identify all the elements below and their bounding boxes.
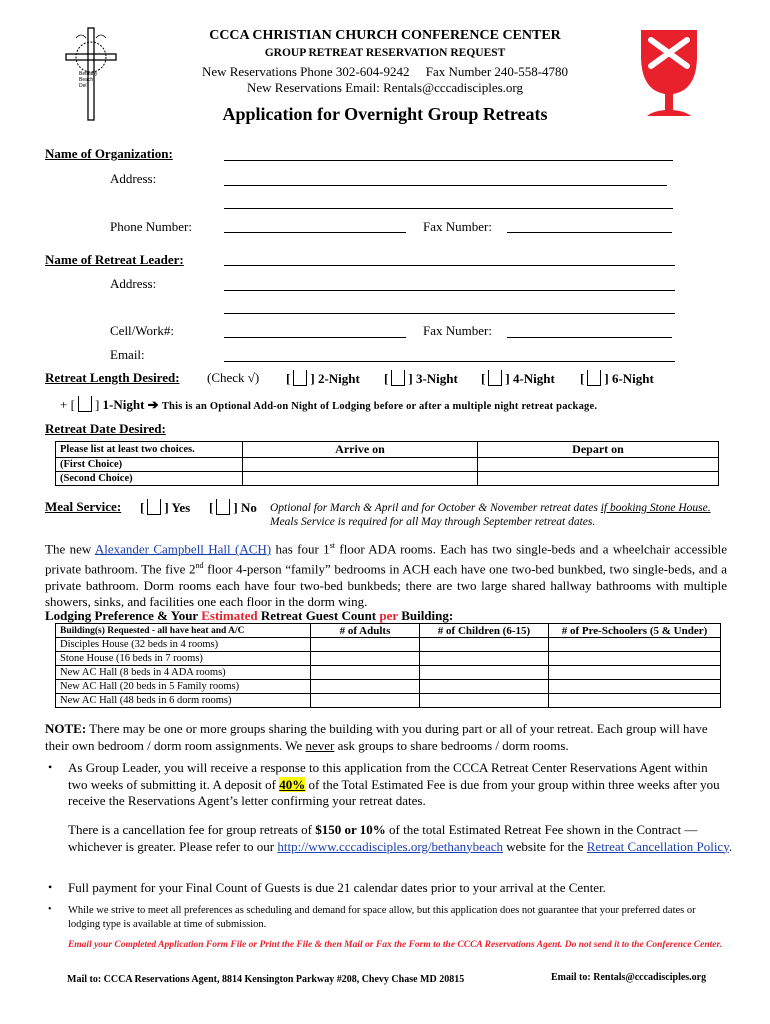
- org-name-field[interactable]: [224, 160, 673, 161]
- adults-cell[interactable]: [311, 694, 420, 708]
- leader-address-field[interactable]: [224, 290, 675, 291]
- option-4-night[interactable]: [ ] 4-Night: [481, 371, 555, 386]
- cancel-text: of the total Estimated Retreat Fee shown in the Contract — whichever is greater. Please refer to our: [68, 822, 698, 854]
- org-name-label: Name of Organization:: [45, 146, 173, 161]
- checkbox-3-night[interactable]: [391, 370, 405, 386]
- bullet-response: [68, 760, 724, 810]
- arrow-icon: ➔: [147, 397, 159, 412]
- option-6-night[interactable]: [ ] 6-Night: [580, 371, 654, 386]
- note-text: There may be one or more groups sharing the building with you during part or all of your retreat. Each group will have their own bedroom / dorm room assignments. We: [45, 721, 708, 753]
- option-label: 3-Night: [415, 371, 458, 386]
- footer-instruction: Email your Completed Application Form File or Print the File & then Mail or Fax the Form to the CCCA Reservations Agent. Do not send it to the Conference Center.: [67, 940, 723, 950]
- children-cell[interactable]: [420, 652, 549, 666]
- bullet-dot: •: [48, 880, 53, 894]
- leader-cell-label: Cell/Work#:: [110, 323, 174, 338]
- lodging-building-name: New AC Hall (8 beds in 4 ADA rooms): [56, 666, 311, 680]
- note-paragraph: [45, 721, 727, 754]
- lodging-building-name: New AC Hall (48 beds in 6 dorm rooms): [56, 694, 311, 708]
- plus-sign: +: [60, 397, 68, 412]
- bullet-dot: •: [48, 904, 52, 915]
- lodging-building-name: Stone House (16 beds in 7 rooms): [56, 652, 311, 666]
- lodging-title-text: Building:: [397, 608, 454, 623]
- checkbox-meal-yes[interactable]: [147, 499, 161, 515]
- leader-email-field[interactable]: [224, 361, 675, 362]
- children-cell[interactable]: [420, 666, 549, 680]
- org-heading: CCCA CHRISTIAN CHURCH CONFERENCE CENTER: [209, 28, 561, 43]
- leader-address-field-2[interactable]: [224, 313, 675, 314]
- meal-note-text-2: Meals Service is required for all May through September retreat dates.: [270, 516, 596, 528]
- option-label: 4-Night: [512, 371, 555, 386]
- retreat-date-label: Retreat Date Desired:: [45, 421, 166, 436]
- bullet-disclaimer: While we strive to meet all preferences as scheduling and demand for space allow, but this application does not guarantee that your preferred dates or lodging type is available at time of submission.: [68, 905, 696, 930]
- lodging-row: [56, 680, 721, 694]
- adults-cell[interactable]: [311, 666, 420, 680]
- lodging-building-name: New AC Hall (20 beds in 5 Family rooms): [56, 680, 311, 694]
- option-3-night[interactable]: [ ] 3-Night: [384, 371, 458, 386]
- check-hint: (Check √): [207, 370, 260, 385]
- cancel-fee: $150 or 10%: [315, 822, 386, 837]
- leader-cell-field[interactable]: [224, 337, 406, 338]
- arrive-header: Arrive on: [243, 442, 478, 458]
- meal-yes-option[interactable]: [ ] Yes: [140, 500, 191, 515]
- org-phone-label: Phone Number:: [110, 219, 192, 234]
- logo-caption: Bethany Beach, Del: [79, 71, 98, 89]
- bullet-text: of the Total Estimated Fee is due from your group within three weeks after you receive the Reservations Agent’s letter confirming your retreat dates.: [68, 776, 720, 808]
- lodging-body: [56, 638, 721, 708]
- lodging-header-building: Building(s) Requested - all have heat and A/C: [56, 624, 311, 638]
- first-choice-label: (First Choice): [56, 458, 243, 472]
- option-2-night[interactable]: [ ] 2-Night: [286, 371, 360, 386]
- page-title: Application for Overnight Group Retreats: [222, 104, 548, 124]
- preschool-cell[interactable]: [549, 666, 721, 680]
- lodging-title-red: per: [379, 608, 398, 623]
- deposit-percent: 40%: [279, 776, 306, 792]
- ach-link[interactable]: Alexander Campbell Hall (ACH): [94, 541, 272, 557]
- reservation-email: New Reservations Email: Rentals@cccadisciples.org: [247, 80, 523, 95]
- first-arrive-cell[interactable]: [243, 458, 478, 472]
- reservation-phone: New Reservations Phone 302-604-9242: [201, 64, 410, 79]
- superscript: st: [329, 541, 336, 550]
- meal-note: [270, 501, 720, 529]
- cancel-text: .: [728, 838, 733, 854]
- adults-cell[interactable]: [311, 652, 420, 666]
- lodging-table: [55, 623, 721, 708]
- desc-text: floor 4-person “family” bedrooms in ACH each have one two-bed bunkbed, two single-beds, and a private bathroom. Dorm rooms each have four two-bed bunkbeds; there are two large shared hallway bathrooms with multiple showers, sinks, and facilities one each floor in the dorm wing.: [45, 561, 727, 610]
- addon-row: + [ ] 1-Night ➔ This is an Optional Add-on Night of Lodging before or after a multiple night retreat package.: [60, 397, 598, 412]
- lodging-title: [45, 608, 453, 624]
- chalice-icon: [637, 26, 701, 118]
- form-subtitle: GROUP RETREAT RESERVATION REQUEST: [264, 47, 506, 59]
- cancel-text: website for the: [502, 838, 587, 854]
- addon-label: 1-Night: [102, 397, 145, 412]
- checkbox-2-night[interactable]: [293, 370, 307, 386]
- desc-text: floor ADA rooms. Each has two single-beds and a wheelchair accessible private bathroom. The five 2: [45, 541, 727, 577]
- second-arrive-cell[interactable]: [243, 472, 478, 486]
- lodging-row: [56, 666, 721, 680]
- option-label: 2-Night: [317, 371, 360, 386]
- depart-header: Depart on: [478, 442, 719, 458]
- org-address-field[interactable]: [224, 185, 667, 186]
- leader-name-field[interactable]: [224, 265, 675, 266]
- website-link[interactable]: http://www.cccadisciples.org/bethanybeach: [277, 838, 503, 854]
- option-label: Yes: [171, 500, 191, 515]
- leader-fax-label: Fax Number:: [423, 323, 492, 338]
- lodging-row: [56, 694, 721, 708]
- note-never: never: [305, 737, 335, 753]
- leader-email-label: Email:: [110, 347, 145, 362]
- lodging-title-text: Lodging Preference & Your: [45, 608, 202, 623]
- footer-email: Email to: Rentals@cccadisciples.org: [551, 972, 707, 983]
- bullet-payment: Full payment for your Final Count of Guests is due 21 calendar dates prior to your arrival at the Center.: [68, 880, 606, 895]
- lodging-row: [56, 638, 721, 652]
- date-table-header: Please list at least two choices.: [56, 442, 243, 458]
- meal-note-text: Optional for March & April and for October & November retreat dates: [270, 502, 601, 514]
- note-text: ask groups to share bedrooms / dorm rooms.: [334, 737, 569, 753]
- org-fax-label: Fax Number:: [423, 219, 492, 234]
- org-phone-field[interactable]: [224, 232, 406, 233]
- meal-service-label: Meal Service:: [45, 499, 122, 514]
- bullet-text: As Group Leader, you will receive a response to this application from the CCCA Retreat Center Reservations Agent within two weeks of submitting it. A deposit of: [68, 760, 708, 792]
- leader-name-label: Name of Retreat Leader:: [45, 252, 184, 267]
- lodging-header-preschool: # of Pre-Schoolers (5 & Under): [549, 624, 721, 638]
- checkbox-1-night[interactable]: [78, 396, 92, 412]
- children-cell[interactable]: [420, 694, 549, 708]
- preschool-cell[interactable]: [549, 652, 721, 666]
- second-depart-cell[interactable]: [478, 472, 719, 486]
- lodging-title-text: Retreat Guest Count: [257, 608, 380, 623]
- children-cell[interactable]: [420, 680, 549, 694]
- meal-no-option[interactable]: [ ] No: [209, 500, 257, 515]
- adults-cell[interactable]: [311, 638, 420, 652]
- reservation-fax: Fax Number 240-558-4780: [425, 64, 569, 79]
- second-choice-label: (Second Choice): [56, 472, 243, 486]
- option-label: 6-Night: [611, 371, 654, 386]
- lodging-row: [56, 652, 721, 666]
- desc-text: has four 1: [271, 541, 330, 557]
- option-label: No: [240, 500, 257, 515]
- desc-text: The new: [45, 541, 95, 557]
- org-address-label: Address:: [110, 171, 157, 186]
- preschool-cell[interactable]: [549, 694, 721, 708]
- preschool-cell[interactable]: [549, 680, 721, 694]
- lodging-building-name: Disciples House (32 beds in 4 rooms): [56, 638, 311, 652]
- org-address-field-2[interactable]: [224, 208, 673, 209]
- leader-fax-field[interactable]: [507, 337, 672, 338]
- org-fax-field[interactable]: [507, 232, 672, 233]
- checkbox-6-night[interactable]: [587, 370, 601, 386]
- leader-address-label: Address:: [110, 276, 157, 291]
- ach-description: [45, 538, 727, 611]
- cancellation-policy-link[interactable]: Retreat Cancellation Policy: [586, 838, 729, 854]
- lodging-header-adults: # of Adults: [311, 624, 420, 638]
- cancellation-paragraph: [68, 822, 736, 855]
- checkbox-4-night[interactable]: [488, 370, 502, 386]
- retreat-length-label: Retreat Length Desired:: [45, 370, 180, 385]
- note-label: NOTE:: [45, 721, 87, 736]
- lodging-header-children: # of Children (6-15): [420, 624, 549, 638]
- header-contact-line: [150, 64, 620, 80]
- adults-cell[interactable]: [311, 680, 420, 694]
- footer-mail: Mail to: CCCA Reservations Agent, 8814 Kensington Parkway #208, Chevy Chase MD 20815: [67, 974, 465, 985]
- superscript: nd: [195, 560, 204, 570]
- preschool-cell[interactable]: [549, 638, 721, 652]
- checkbox-meal-no[interactable]: [216, 499, 230, 515]
- cancel-text: There is a cancellation fee for group retreats of: [68, 822, 316, 837]
- children-cell[interactable]: [420, 638, 549, 652]
- meal-note-underline: if booking Stone House.: [600, 502, 711, 514]
- bullet-dot: •: [48, 760, 53, 774]
- addon-note: This is an Optional Add-on Night of Lodging before or after a multiple night retreat package.: [161, 401, 598, 412]
- lodging-title-red: Estimated: [201, 608, 258, 623]
- first-depart-cell[interactable]: [478, 458, 719, 472]
- date-table: [55, 441, 719, 486]
